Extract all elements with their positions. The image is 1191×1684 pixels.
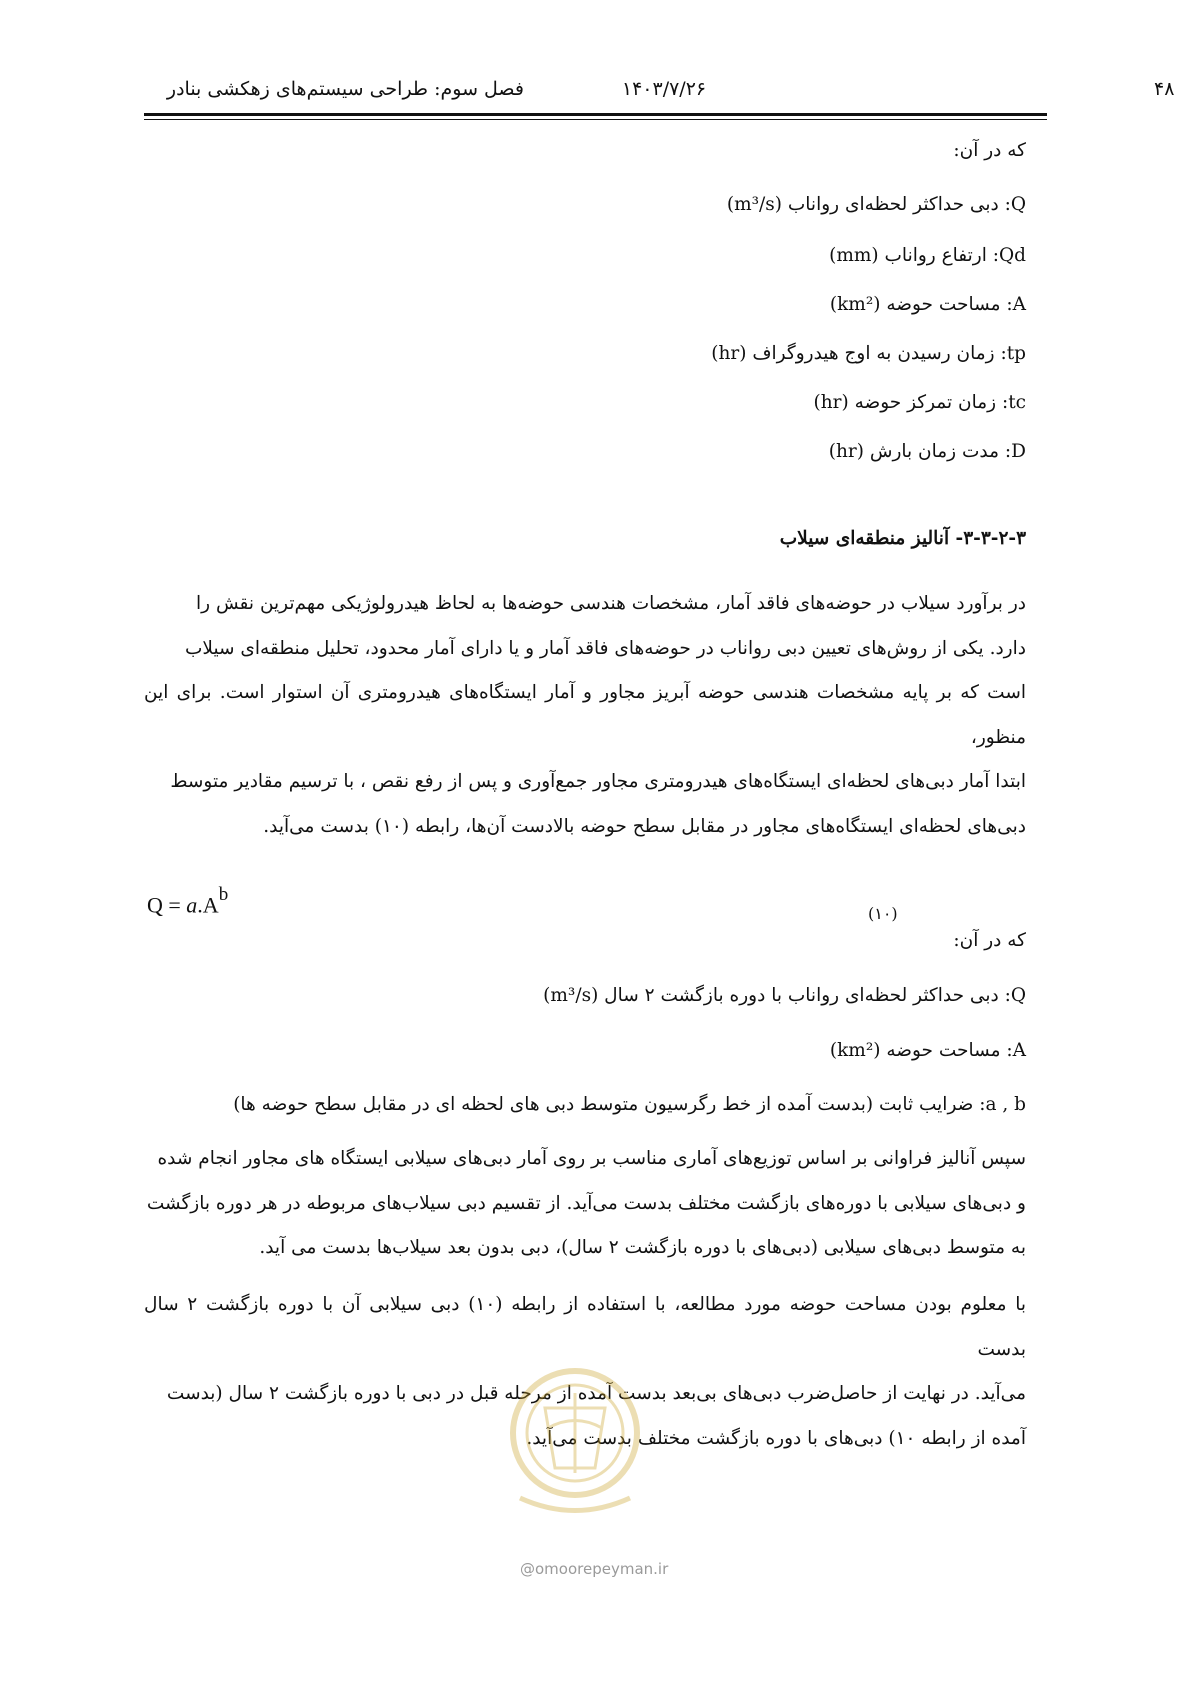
equation-coefficient: a bbox=[186, 892, 198, 918]
paragraph-line: به متوسط دبی‌های سیلابی (دبی‌های با دوره بازگشت ۲ سال)، دبی بدون بعد سیلاب‌ها بدست می آید. bbox=[259, 1237, 1026, 1258]
paragraph-line: آمده از رابطه ۱۰) دبی‌های با دوره بازگشت مختلف بدست می‌آید. bbox=[526, 1427, 1026, 1449]
header-rule-thin bbox=[144, 119, 1047, 120]
definition-intro: که در آن: bbox=[953, 930, 1026, 951]
chapter-title: فصل سوم: طراحی سیستم‌های زهکشی بنادر bbox=[166, 78, 524, 100]
paragraph-line: در برآورد سیلاب در حوضه‌های فاقد آمار، مشخصات هندسی حوضه‌ها به لحاظ هیدرولوژیکی مهم‌ترین نقش را bbox=[196, 593, 1026, 614]
paragraph-line: با معلوم بودن مساحت حوضه مورد مطالعه، با استفاده از رابطه (۱۰) دبی سیلابی آن با دوره بازگشت ۲ سال بدست bbox=[144, 1294, 1026, 1360]
definition-item: D: مدت زمان بارش (hr) bbox=[828, 441, 1026, 462]
header-rule-thick bbox=[144, 113, 1047, 116]
definition-item: a , b: ضرایب ثابت (بدست آمده از خط رگرسیون متوسط دبی های لحظه ای در مقابل سطح حوضه ها) bbox=[233, 1094, 1026, 1115]
watermark-site: @omoorepeyman.ir bbox=[520, 1560, 669, 1578]
definition-item: Qd: ارتفاع رواناب (mm) bbox=[829, 245, 1026, 266]
page-number: ۴۸ bbox=[1154, 78, 1175, 100]
paragraph bbox=[144, 582, 1026, 849]
paragraph-line: است که بر پایه مشخصات هندسی حوضه آبریز مجاور و آمار ایستگاه‌های هیدرومتری آن استوار است. برای این منظور، bbox=[144, 682, 1026, 748]
page-header bbox=[144, 70, 1175, 110]
paragraph-line: و دبی‌های سیلابی با دوره‌های بازگشت مختلف بدست می‌آید. از تقسیم دبی سیلاب‌های مربوطه در هر دوره بازگشت bbox=[146, 1192, 1026, 1214]
definition-item: Q: دبی حداکثر لحظه‌ای رواناب با دوره بازگشت ۲ سال (m³/s) bbox=[543, 985, 1026, 1006]
equation-number: (۱۰) bbox=[868, 904, 898, 923]
definition-item: Q: دبی حداکثر لحظه‌ای رواناب (m³/s) bbox=[726, 194, 1026, 215]
equation-area: .A bbox=[197, 892, 219, 918]
paragraph-line: دبی‌های لحظه‌ای ایستگاه‌های مجاور در مقابل سطح حوضه بالادست آن‌ها، رابطه (۱۰) بدست می‌آید. bbox=[263, 815, 1026, 837]
definition-item: A: مساحت حوضه (km²) bbox=[829, 294, 1026, 315]
watermark-logo-icon bbox=[500, 1348, 650, 1528]
section-heading: ۳-۳-۲-۳- آنالیز منطقه‌ای سیلاب bbox=[779, 528, 1026, 549]
paragraph bbox=[144, 1137, 1026, 1271]
paragraph-line: ابتدا آمار دبی‌های لحظه‌ای ایستگاه‌های هیدرومتری مجاور جمع‌آوری و پس از رفع نقص ، با ترسیم مقادیر متوسط bbox=[170, 771, 1026, 792]
definition-item: tp: زمان رسیدن به اوج هیدروگراف (hr) bbox=[711, 343, 1026, 364]
paragraph-line: سپس آنالیز فراوانی بر اساس توزیع‌های آماری مناسب بر روی آمار دبی‌های سیلابی ایستگاه های مجاور انجام شده bbox=[157, 1148, 1026, 1169]
definition-item: tc: زمان تمرکز حوضه (hr) bbox=[813, 392, 1026, 413]
paragraph-line: دارد. یکی از روش‌های تعیین دبی رواناب در حوضه‌های فاقد آمار و یا دارای آمار محدود، تحلیل منطقه‌ای سیلاب bbox=[184, 637, 1026, 659]
paragraph-line: می‌آید. در نهایت از حاصل‌ضرب دبی‌های بی‌بعد بدست آمده از مرحله قبل در دبی با دوره بازگشت ۲ سال (بدست bbox=[166, 1383, 1026, 1404]
definition-intro: که در آن: bbox=[953, 140, 1026, 161]
equation bbox=[147, 884, 229, 918]
definition-item: A: مساحت حوضه (km²) bbox=[829, 1040, 1026, 1061]
equation-exponent: b bbox=[218, 884, 229, 905]
equation-lhs: Q = bbox=[147, 892, 187, 918]
header-date: ۱۴۰۳/۷/۲۶ bbox=[621, 78, 707, 100]
